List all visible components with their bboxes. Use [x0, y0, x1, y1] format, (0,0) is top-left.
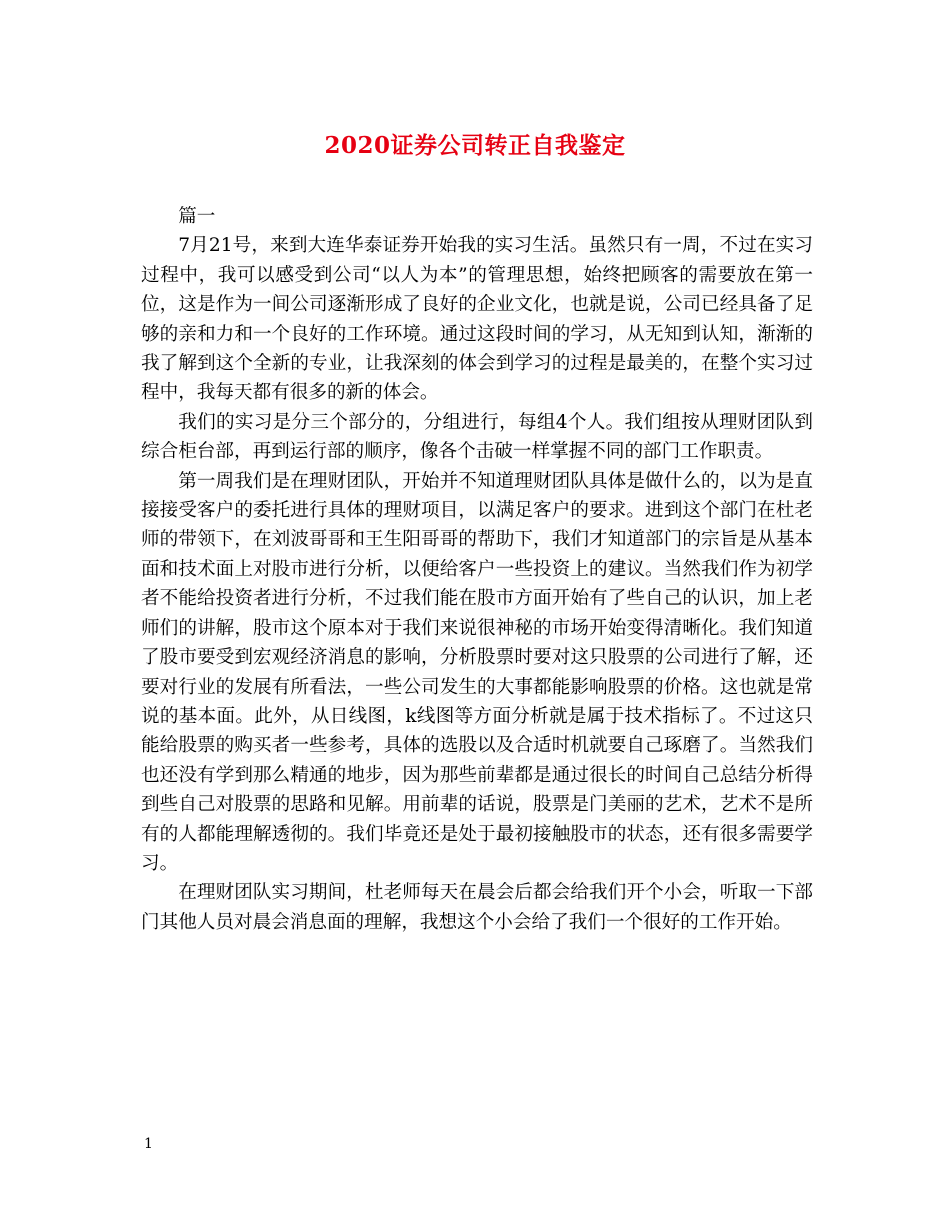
paragraph: 我们的实习是分三个部分的，分组进行，每组4个人。我们组按从理财团队到综合柜台部，再到运行部的顺序，像各个击破一样掌握不同的部门工作职责。	[141, 411, 813, 463]
paragraph: 第一周我们是在理财团队，开始并不知道理财团队具体是做什么的，以为是直接接受客户的委托进行具体的理财项目，以满足客户的要求。进到这个部门在杜老师的带领下，在刘波哥哥和王生阳哥哥的帮助下，我们才知道部门的宗旨是从基本面和技术面上对股市进行分析，以便给客户一些投资上的建议。当然我们作为初学者不能给投资者进行分析，不过我们能在股市方面开始有了些自己的认识，加上老师们的讲解，股市这个原本对于我们来说很神秘的市场开始变得清晰化。我们知道了股市要受到宏观经济消息的影响，分析股票时要对这只股票的公司进行了解，还要对行业的发展有所看法，一些公司发生的大事都能影响股票的价格。这也就是常说的基本面。此外，从日线图，k线图等方面分析就是属于技术指标了。不过这只能给股票的购买者一些参考，具体的选股以及合适时机就要自己琢磨了。当然我们也还没有学到那么精通的地步，因为那些前辈都是通过很长的时间自己总结分析得到些自己对股票的思路和见解。用前辈的话说，股票是门美丽的艺术，艺术不是所有的人都能理解透彻的。我们毕竟还是处于最初接触股市的状态，还有很多需要学习。	[141, 470, 813, 874]
document-title: 2020证券公司转正自我鉴定	[324, 132, 626, 159]
paragraph: 7月21号，来到大连华泰证券开始我的实习生活。虽然只有一周，不过在实习过程中，我可以感受到公司“以人为本”的管理思想，始终把顾客的需要放在第一位，这是作为一间公司逐渐形成了良好的企业文化，也就是说，公司已经具备了足够的亲和力和一个良好的工作环境。通过这段时间的学习，从无知到认知，渐渐的我了解到这个全新的专业，让我深刻的体会到学习的过程是最美的，在整个实习过程中，我每天都有很多的新的体会。	[141, 235, 813, 404]
document-body	[141, 202, 813, 937]
paragraph: 在理财团队实习期间，杜老师每天在晨会后都会给我们开个小会，听取一下部门其他人员对晨会消息面的理解，我想这个小会给了我们一个很好的工作开始。	[141, 882, 813, 933]
section-label: 篇一	[178, 206, 216, 227]
page-number: 1	[144, 1136, 153, 1152]
